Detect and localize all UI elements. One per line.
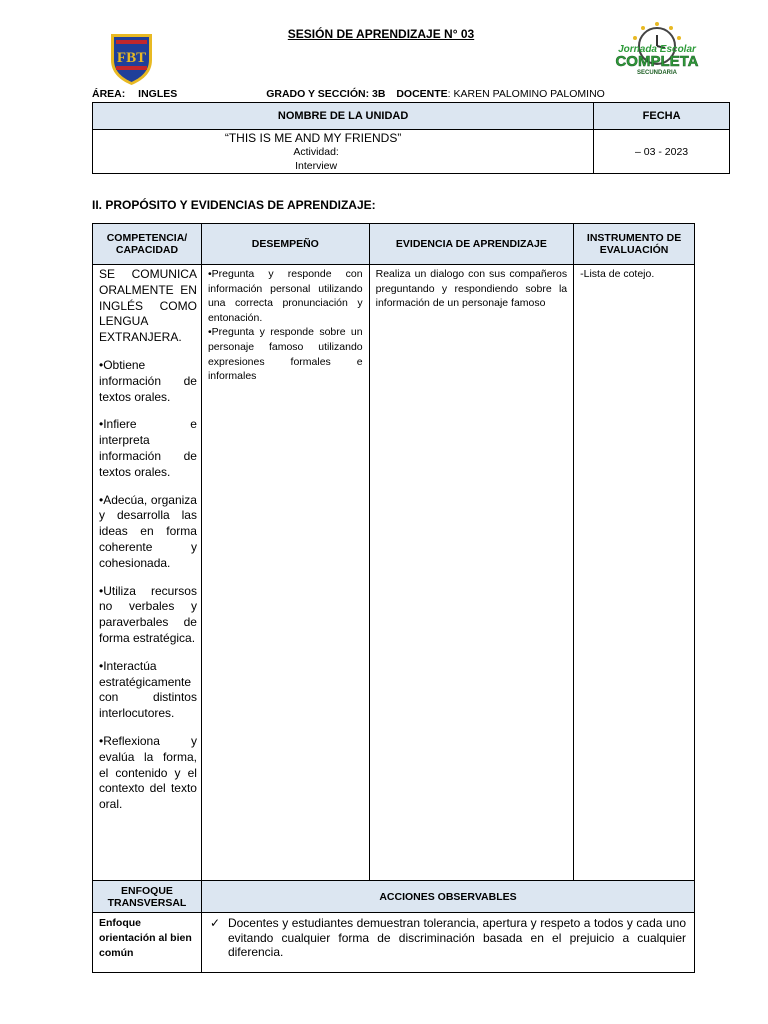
competencia-cell: [93, 265, 202, 881]
date-cell: – 03 - 2023: [594, 130, 730, 174]
competencia-header: COMPETENCIA/ CAPACIDAD: [93, 224, 202, 265]
page-title: SESIÓN DE APRENDIZAJE N° 03: [287, 27, 475, 41]
desempeno-item: •Pregunta y responde con información personal utilizando una correcta pronunciación y entonación.: [207, 268, 363, 324]
desempeno-cell: [201, 265, 369, 881]
jornada-logo-line3: SECUNDARIA: [636, 70, 678, 76]
jornada-logo-line1: Jornada Escolar: [618, 44, 696, 55]
enfoque-header: ENFOQUE TRANSVERSAL: [93, 881, 202, 913]
unit-name-header: NOMBRE DE LA UNIDAD: [93, 103, 594, 130]
competencia-item: •Obtiene información de textos orales.: [99, 357, 197, 404]
jornada-logo-line2: COMPLETA: [615, 53, 699, 70]
date-header: FECHA: [594, 103, 730, 130]
unit-table: [92, 102, 730, 174]
area-value: INGLES: [138, 88, 178, 100]
instrumento-cell: -Lista de cotejo.: [574, 265, 695, 881]
purpose-evidence-table: [92, 223, 695, 973]
area-label: ÁREA:: [92, 88, 126, 100]
grado-label: GRADO Y SECCIÓN: 3B: [266, 88, 386, 100]
competencia-item: SE COMUNICA ORALMENTE EN INGLÉS COMO LENGUA EXTRANJERA.: [99, 267, 197, 345]
jornada-completa-logo: [605, 20, 710, 78]
desempeno-header: DESEMPEÑO: [201, 224, 369, 265]
meta-row: [92, 88, 605, 100]
competencia-item: •Interactúa estratégicamente con distintos interlocutores.: [99, 658, 197, 721]
docente-value: : KAREN PALOMINO PALOMINO: [447, 88, 605, 100]
competencia-item: •Utiliza recursos no verbales y paraverbales de forma estratégica.: [99, 583, 197, 645]
shield-logo-text: FBT: [116, 50, 147, 66]
desempeno-item: •Pregunta y responde sobre un personaje famoso utilizando expresiones formales e informales: [207, 326, 363, 383]
activity-label: Actividad:: [293, 146, 339, 158]
competencia-item: •Adecúa, organiza y desarrolla las ideas en forma coherente y cohesionada.: [99, 492, 197, 570]
competencia-item: •Reflexiona y evalúa la forma, el contenido y el contexto del texto oral.: [99, 733, 197, 812]
unit-name-cell: [93, 130, 594, 174]
unit-name: “THIS IS ME AND MY FRIENDS”: [224, 131, 402, 145]
evidencia-header: EVIDENCIA DE APRENDIZAJE: [369, 224, 574, 265]
acciones-header: ACCIONES OBSERVABLES: [201, 881, 694, 913]
school-shield-logo: [109, 30, 154, 86]
activity-value: Interview: [295, 160, 338, 172]
acciones-text: Docentes y estudiantes demuestran tolerancia, apertura y respeto a todos y cada uno evitando cualquier forma de discriminación basada en el prejuicio a cualquier diferencia.: [227, 916, 686, 959]
section-title: II. PROPÓSITO Y EVIDENCIAS DE APRENDIZAJE:: [92, 198, 376, 212]
docente-label: DOCENTE: [396, 88, 448, 100]
instrumento-header: INSTRUMENTO DE EVALUACIÓN: [574, 224, 695, 265]
acciones-cell: [201, 913, 694, 973]
competencia-item: •Infiere e interpreta información de textos orales.: [99, 417, 197, 479]
enfoque-name: Enfoque orientación al bien común: [93, 913, 202, 973]
evidencia-cell: Realiza un dialogo con sus compañeros preguntando y respondiendo sobre la información de un personaje famoso: [369, 265, 574, 881]
checkmark-icon: ✓: [209, 916, 221, 930]
